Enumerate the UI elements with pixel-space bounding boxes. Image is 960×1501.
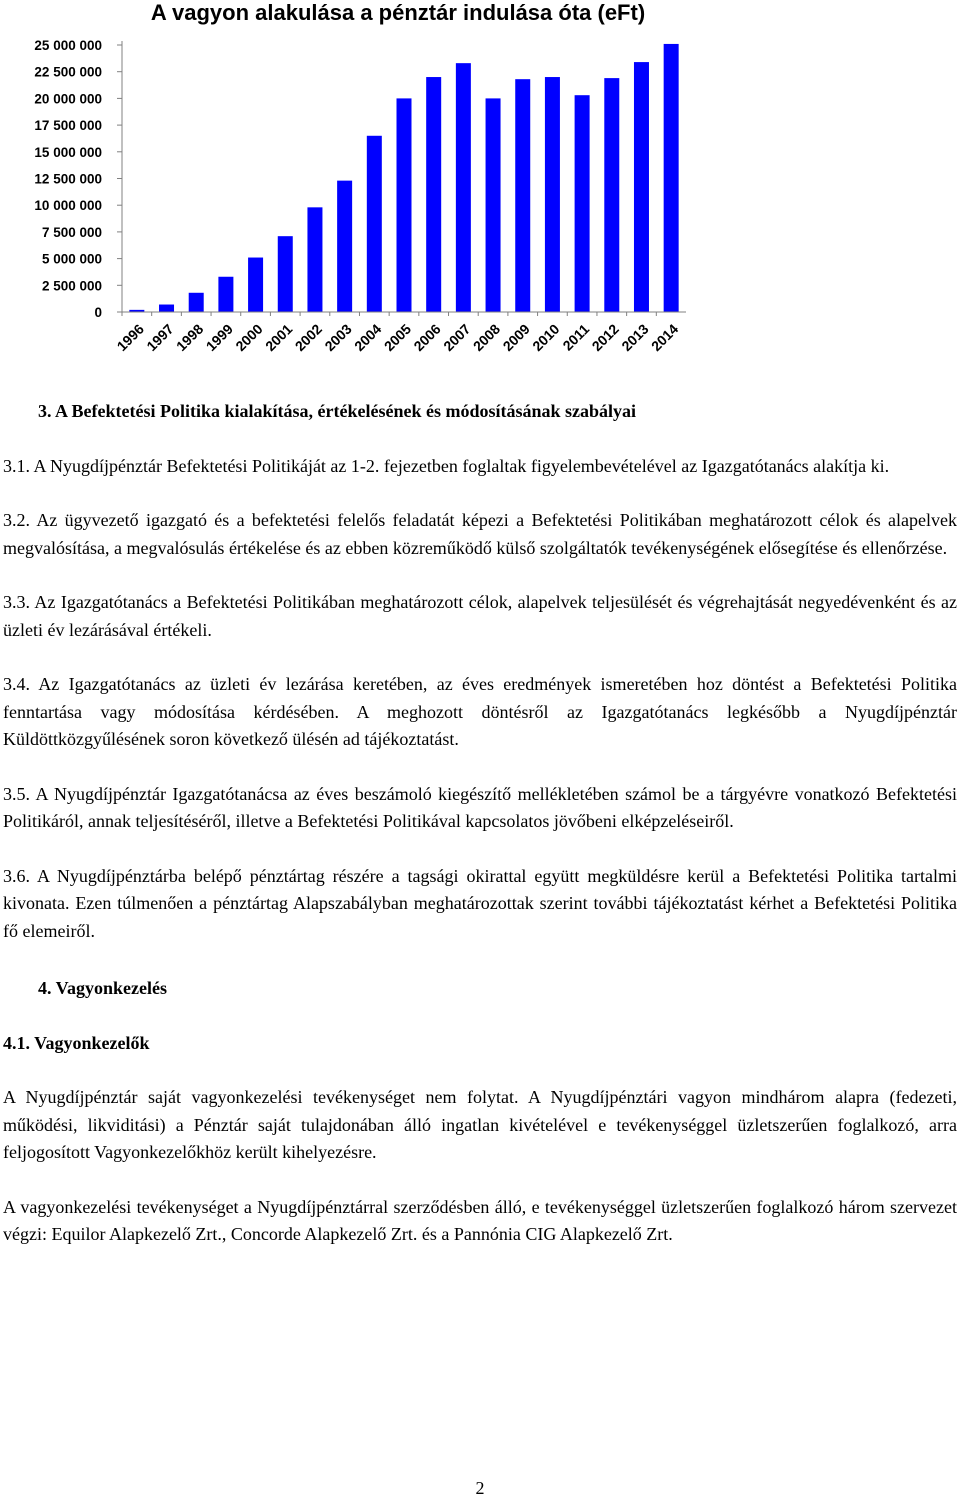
y-tick-label: 15 000 000 bbox=[34, 144, 102, 160]
page-number: 2 bbox=[475, 1478, 485, 1498]
bar bbox=[604, 78, 619, 312]
bar bbox=[278, 236, 293, 312]
x-tick-label: 1997 bbox=[143, 320, 177, 355]
x-tick-label: 2001 bbox=[262, 320, 296, 355]
x-tick-label: 2007 bbox=[440, 320, 474, 355]
section-4-1-heading: 4.1. Vagyonkezelők bbox=[3, 1032, 150, 1053]
asset-growth-bar-chart bbox=[0, 0, 960, 380]
x-tick-label: 2002 bbox=[291, 320, 326, 355]
y-tick-label: 20 000 000 bbox=[34, 91, 102, 107]
y-tick-label: 12 500 000 bbox=[34, 171, 102, 187]
y-tick-label: 2 500 000 bbox=[41, 278, 102, 294]
bar bbox=[159, 305, 174, 312]
bar bbox=[397, 98, 412, 312]
bar bbox=[664, 44, 679, 312]
y-tick-label: 5 000 000 bbox=[41, 251, 102, 267]
section-4-heading: 4. Vagyonkezelés bbox=[38, 978, 168, 998]
x-tick-label: 1996 bbox=[113, 320, 147, 355]
y-tick-label: 10 000 000 bbox=[34, 198, 102, 214]
bar bbox=[367, 136, 382, 312]
paragraph-4-1-a: A Nyugdíjpénztár saját vagyonkezelési tevékenységet nem folytat. A Nyugdíjpénztári vagyon mindhárom alapra (fedezeti, működési, likviditási) a Pénztár saját tulajdonában álló ingatlan kivételével e tevékenységgel üzletszerűen foglalkozó, arra feljogosított Vagyonkezelőkhöz került kihelyezésre. bbox=[3, 1087, 957, 1162]
y-tick-label: 25 000 000 bbox=[34, 38, 102, 53]
x-tick-label: 2014 bbox=[647, 320, 682, 355]
paragraph-3-6: 3.6. A Nyugdíjpénztárba belépő pénztártag részére a tagsági okirattal együtt megküldésre kerül a Befektetési Politika tartalmi kivonata. Ezen túlmenően a pénztártag Alapszabályban meghatározottak szerint további tájékoztatást kérhet a Befektetési Politika fő elemeiről. bbox=[3, 865, 957, 941]
x-tick-label: 2010 bbox=[529, 320, 563, 355]
bar bbox=[456, 63, 471, 312]
x-tick-label: 2006 bbox=[410, 320, 444, 355]
x-tick-label: 2012 bbox=[588, 320, 622, 355]
bar bbox=[307, 207, 322, 312]
y-tick-label: 17 500 000 bbox=[34, 118, 102, 134]
bar bbox=[575, 95, 590, 312]
paragraph-4-1-b: A vagyonkezelési tevékenységet a Nyugdíjpénztárral szerződésben álló, e tevékenységgel üzletszerűen foglalkozó három szervezet végzi: Equilor Alapkezelő Zrt., Concorde Alapkezelő Zrt. és a Pannónia CIG Alapkezelő Zrt. bbox=[3, 1196, 957, 1244]
y-axis bbox=[34, 38, 122, 320]
paragraph-3-5: 3.5. A Nyugdíjpénztár Igazgatótanácsa az éves beszámoló kiegészítő mellékletében számol be a tárgyévre vonatkozó Befektetési Politikáról, annak teljesítéséről, illetve a Befektetési Politikával kapcsolatos jövőbeni elképzeléseiről. bbox=[3, 783, 957, 831]
paragraph-3-3: 3.3. Az Igazgatótanács a Befektetési Politikában meghatározott célok, alapelvek teljesülését és végrehajtását negyedévenként és az üzleti év lezárásával értékeli. bbox=[3, 592, 957, 640]
bar bbox=[515, 79, 530, 312]
x-tick-label: 2005 bbox=[380, 320, 415, 355]
document-body bbox=[3, 398, 957, 1249]
paragraph-3-1: 3.1. A Nyugdíjpénztár Befektetési Politikáját az 1-2. fejezetben foglaltak figyelembevételével az Igazgatótanács alakítja ki. bbox=[3, 455, 890, 476]
x-tick-label: 2003 bbox=[321, 320, 355, 355]
bar bbox=[486, 98, 501, 312]
bar bbox=[248, 258, 263, 312]
chart-title: A vagyon alakulása a pénztár indulása óta (eFt) bbox=[150, 0, 646, 25]
x-tick-label: 1999 bbox=[202, 320, 237, 355]
x-tick-label: 2009 bbox=[499, 320, 533, 355]
x-tick-label: 2008 bbox=[469, 320, 504, 355]
bar bbox=[189, 293, 204, 312]
y-tick-label: 0 bbox=[94, 305, 102, 320]
x-tick-label: 1998 bbox=[172, 320, 207, 355]
bar bbox=[426, 77, 441, 312]
paragraph-3-4: 3.4. Az Igazgatótanács az üzleti év lezárása keretében, az éves eredmények ismeretében hoz döntést a Befektetési Politika fenntartása vagy módosítása kérdésében. A meghozott döntésről az Igazgatótanács legkésőbb a Nyugdíjpénztár Küldöttközgyűlésének soron következő ülésén ad tájékoztatást. bbox=[3, 674, 957, 749]
paragraph-3-2: 3.2. Az ügyvezető igazgató és a befektetési felelős feladatát képezi a Befektetési Politikában meghatározott célok és alapelvek megvalósítása, a megvalósulás értékelése és az ebben közreműködő külső szolgáltatók tevékenységének elősegítése és ellenőrzése. bbox=[3, 510, 957, 558]
bar bbox=[634, 62, 649, 312]
bar bbox=[218, 277, 233, 312]
x-axis bbox=[114, 312, 686, 354]
bar bbox=[545, 77, 560, 312]
section-3-heading: 3. A Befektetési Politika kialakítása, értékelésének és módosításának szabályai bbox=[38, 401, 636, 421]
y-tick-label: 22 500 000 bbox=[34, 64, 102, 80]
bar bbox=[337, 181, 352, 312]
bar-series bbox=[129, 44, 678, 312]
y-tick-label: 7 500 000 bbox=[41, 224, 102, 240]
x-tick-label: 2013 bbox=[618, 320, 652, 355]
x-tick-label: 2004 bbox=[351, 320, 385, 355]
x-tick-label: 2000 bbox=[232, 320, 266, 355]
x-tick-label: 2011 bbox=[559, 320, 593, 354]
